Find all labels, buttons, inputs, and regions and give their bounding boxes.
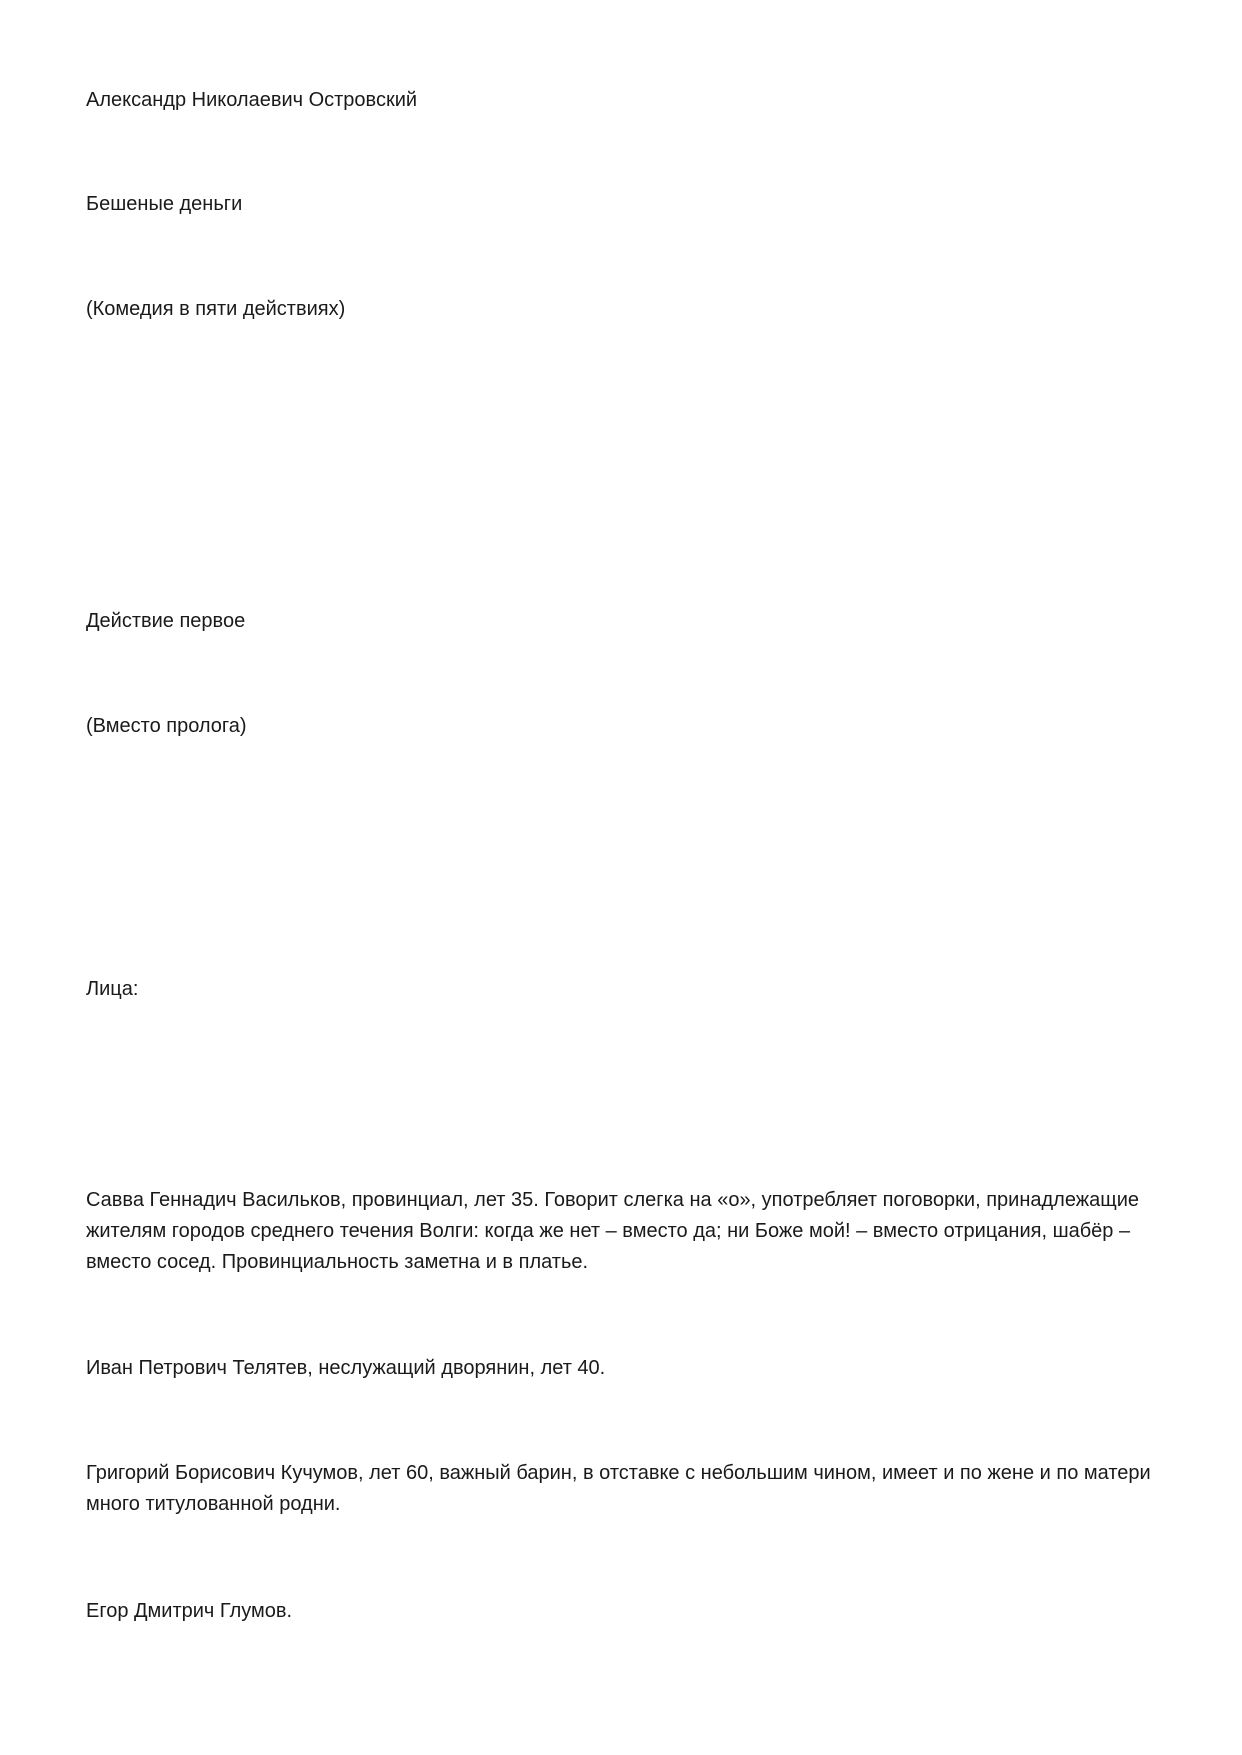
play-title: Бешеные деньги (86, 193, 243, 215)
character-entry: Егор Дмитрич Глумов. (86, 1600, 293, 1622)
persons-heading: Лица: (86, 978, 139, 1000)
act-note: (Вместо пролога) (86, 715, 247, 737)
character-entry: Савва Геннадич Васильков, провинциал, лет 35. Говорит слегка на «о», употребляет поговорки, принадлежащие жителям городов среднего течения Волги: когда же нет – вместо да; ни Боже мой! – вместо отрицания, шабёр – вместо сосед. Провинциальность заметна и в платье. (86, 1189, 1139, 1273)
character-entry: Иван Петрович Телятев, неслужащий дворянин, лет 40. (86, 1357, 606, 1379)
character-entry: Григорий Борисович Кучумов, лет 60, важный барин, в отставке с небольшим чином, имеет и по жене и по матери много титулованной родни. (86, 1462, 1151, 1515)
act-heading: Действие первое (86, 610, 246, 632)
play-subtitle: (Комедия в пяти действиях) (86, 298, 346, 320)
author-name: Александр Николаевич Островский (86, 89, 418, 111)
